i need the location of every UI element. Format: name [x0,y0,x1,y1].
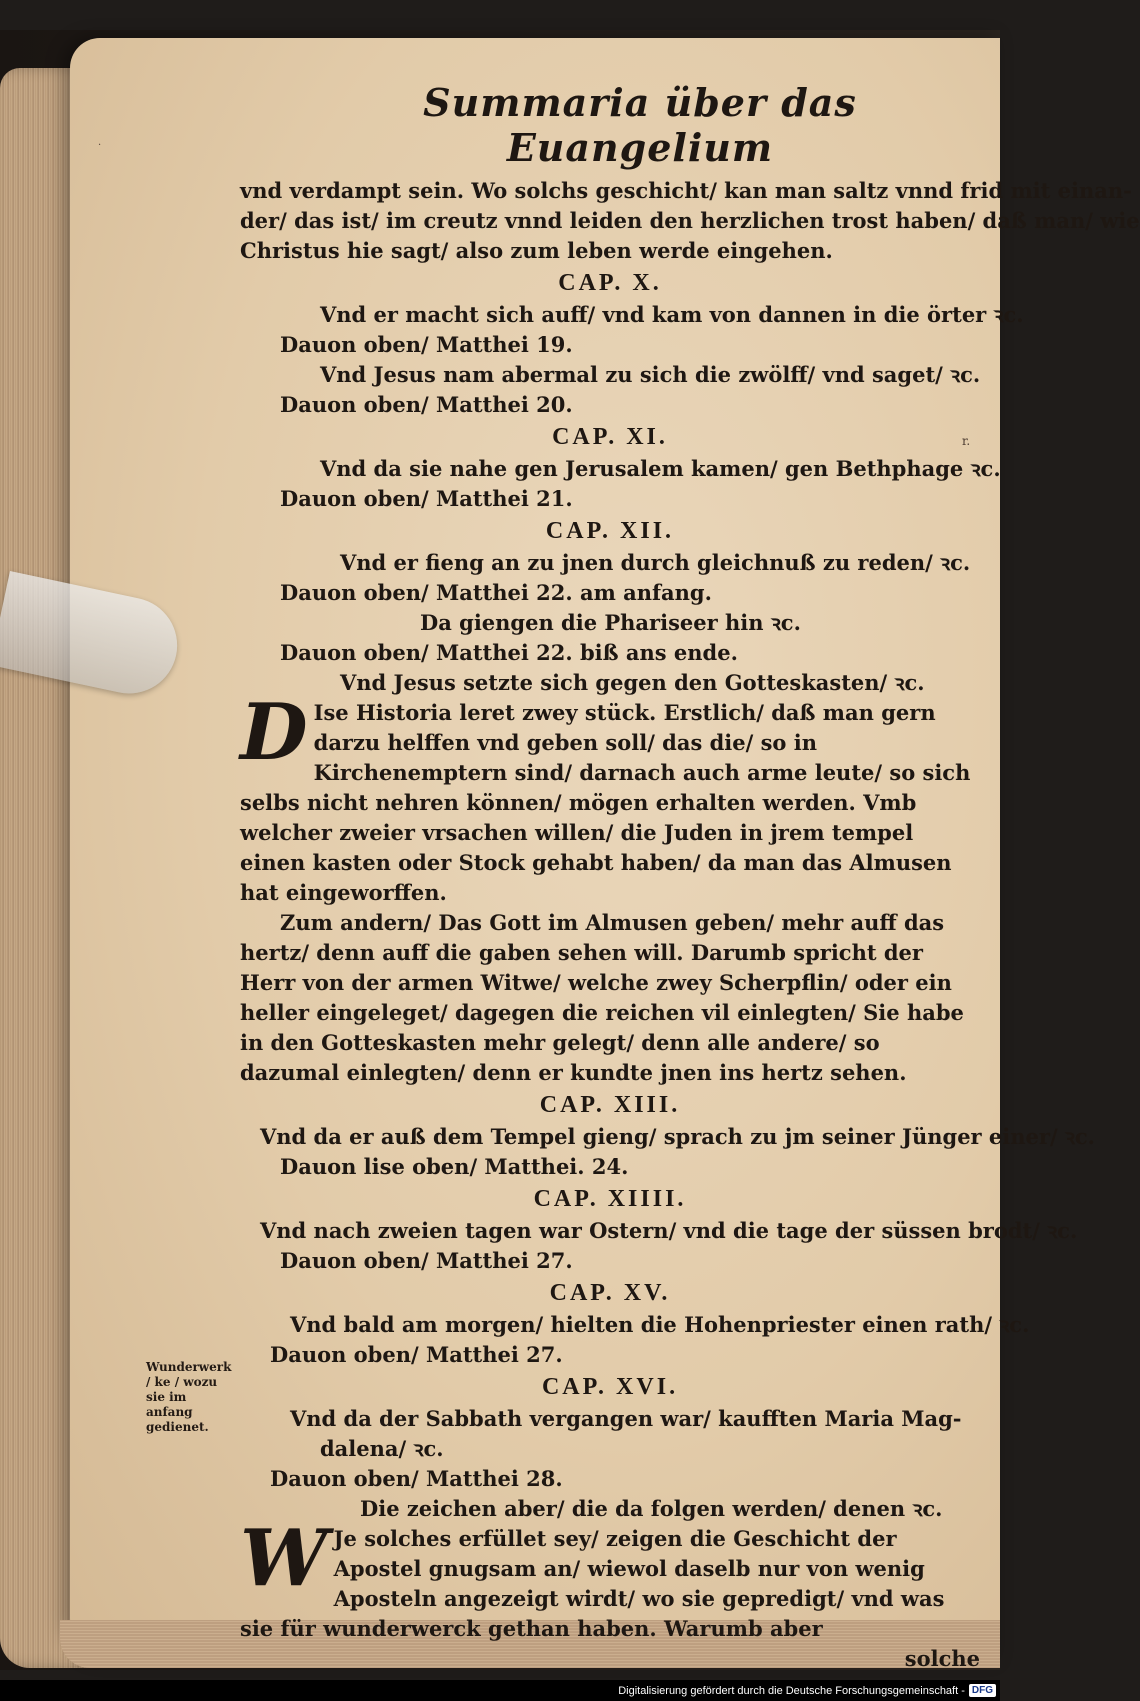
page-text [240,80,1140,1674]
reference-line: Dauon oben/ Matthei 27. [280,1248,573,1273]
paragraph-text: Ise Historia leret zwey stück. Erstlich/ daß man gern darzu helffen vnd geben soll/ das die/ so in Kirchenemptern sind/ darnach auch arme leute/ so sich selbs nicht nehren können/ mögen erhalten werden. Vmb welcher zweier vrsachen willen/ die Juden in jrem tempel einen kasten oder Stock gehabt haben/ da man das Almusen hat eingeworffen. [240,700,971,905]
verse-line: Vnd da der Sabbath vergangen war/ kaufften Maria Mag- [290,1406,962,1431]
reference-line: Dauon oben/ Matthei 22. am anfang. [280,580,712,605]
reference-line: Dauon lise oben/ Matthei. 24. [280,1154,629,1179]
verse-line: Vnd er fieng an zu jnen durch gleichnuß zu reden/ ꝛc. [340,550,971,575]
paragraph-text: Zum andern/ Das Gott im Almusen geben/ mehr auff das hertz/ denn auff die gaben sehen will. Darumb spricht der Herr von der armen Witwe/ welche zwey Scherpflin/ oder ein heller eingeleget/ dagegen die reichen vil einlegten/ Sie habe in den Gotteskasten mehr gelegt/ denn alle andere/ so dazumal einlegten/ denn er kundte jnen ins hertz sehen. [240,910,964,1085]
verse-line: dalena/ ꝛc. [320,1436,444,1461]
commentary-paragraph [240,1513,980,1674]
running-head: Summaria über das Euangelium [423,80,857,170]
paragraph-text: Je solches erfüllet sey/ zeigen die Geschicht der Apostel gnugsam an/ wiewol daselb nur von wenig Aposteln angezeigt wirdt/ wo sie gepredigt/ vnd was sie für wunderwerck gethan haben. Warumb aber [240,1526,945,1641]
reference-line: Dauon oben/ Matthei 28. [270,1466,563,1491]
verse-line: Da giengen die Phariseer hin ꝛc. [420,610,801,635]
dot-mark: · [98,140,102,151]
chapter-heading: CAP. XV. [549,1280,671,1306]
footer-credit-text: Digitalisierung gefördert durch die Deutsche Forschungsgemeinschaft - [618,1684,965,1697]
verse-line: Vnd er macht sich auff/ vnd kam von dannen in die örter ꝛc. [320,302,1024,327]
dfg-logo: DFG [969,1684,996,1697]
verse-line: Vnd da er auß dem Tempel gieng/ sprach zu jm seiner Jünger einer/ ꝛc. [260,1124,1095,1149]
drop-cap-initial: W [240,1513,328,1604]
text-line: Christus hie sagt/ also zum leben werde eingehen. [240,238,833,263]
reference-line: Dauon oben/ Matthei 27. [270,1342,563,1367]
chapter-heading: CAP. XI. [552,424,668,450]
chapter-heading: CAP. XIII. [539,1092,681,1118]
side-mark: r. [962,434,971,448]
reference-line: Dauon oben/ Matthei 20. [280,392,573,417]
verse-line: Vnd Jesus nam abermal zu sich die zwölff/ vnd saget/ ꝛc. [320,362,981,387]
verse-line: Vnd Jesus setzte sich gegen den Gotteskasten/ ꝛc. [340,670,925,695]
reference-line: Dauon oben/ Matthei 21. [280,486,573,511]
verse-line: Vnd da sie nahe gen Jerusalem kamen/ gen Bethphage ꝛc. [320,456,1001,481]
footer-credit-bar [0,1680,1000,1701]
chapter-heading: CAP. XIIII. [533,1186,687,1212]
text-line: vnd verdampt sein. Wo solchs geschicht/ kan man saltz vnnd frid mit einan- [240,178,1132,203]
text-line: der/ das ist/ im creutz vnnd leiden den herzlichen trost haben/ daß man/ wie [240,208,1140,233]
catchword: solche [904,1646,980,1671]
reference-line: Dauon oben/ Matthei 22. biß ans ende. [280,640,738,665]
drop-cap-initial: D [240,687,308,778]
verse-line: Vnd nach zweien tagen war Ostern/ vnd die tage der süssen brodt/ ꝛc. [260,1218,1078,1243]
chapter-heading: CAP. XVI. [541,1374,679,1400]
reference-line: Dauon oben/ Matthei 19. [280,332,573,357]
verse-line: Vnd bald am morgen/ hielten die Hohenpriester einen rath/ ꝛc. [290,1312,1030,1337]
verse-line: Die zeichen aber/ die da folgen werden/ denen ꝛc. [360,1496,943,1521]
chapter-heading: CAP. XII. [545,518,675,544]
margin-note: Wunderwerk / ke / wozu sie im anfang gedienet. [146,1360,232,1434]
chapter-heading: CAP. X. [558,270,662,296]
commentary-paragraph [240,687,980,1088]
